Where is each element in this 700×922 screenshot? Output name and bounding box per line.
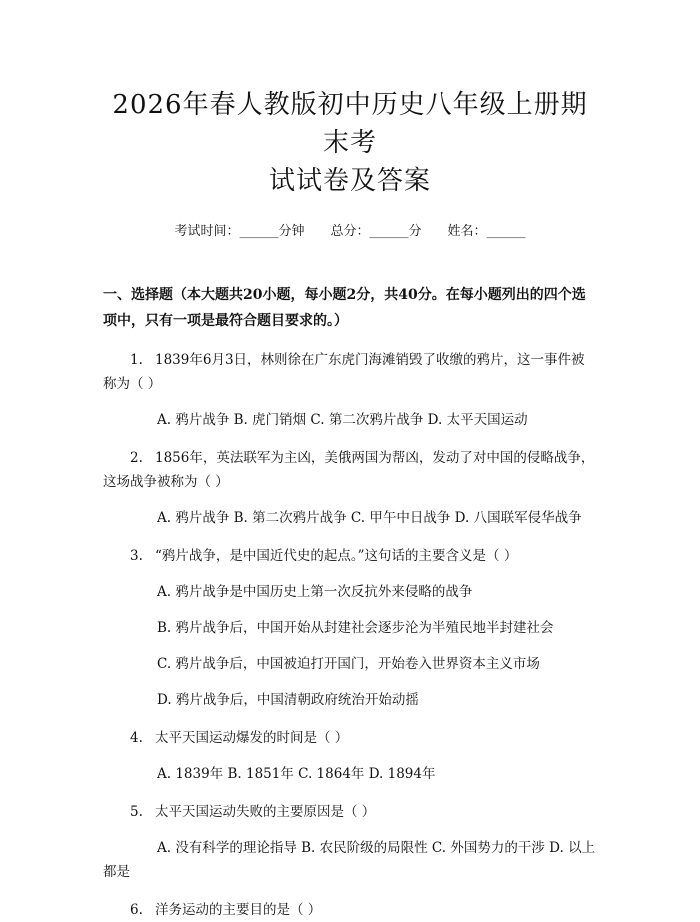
question-1-options: A. 鸦片战争 B. 虎门销烟 C. 第二次鸦片战争 D. 太平天国运动 xyxy=(157,412,528,428)
question-3-option-a: A. 鸦片战争是中国历史上第一次反抗外来侵略的战争 xyxy=(157,584,473,600)
question-4: 4. 太平天国运动爆发的时间是（ ） xyxy=(130,730,349,746)
question-3: 3. “鸦片战争，是中国近代史的起点。”这句话的主要含义是（ ） xyxy=(130,548,518,564)
total-score: 总分：______分 xyxy=(330,224,422,239)
student-name: 姓名：______ xyxy=(447,224,526,239)
question-1: 1. 1839年6月3日，林则徐在广东虎门海滩销毁了收缴的鸦片，这一事件被称为（ ） xyxy=(103,352,585,392)
question-5-options: A. 没有科学的理论指导 B. 农民阶级的局限性 C. 外国势力的干涉 D. 以上都是 xyxy=(103,840,596,880)
question-3-option-d: D. 鸦片战争后，中国清朝政府统治开始动摇 xyxy=(157,692,419,708)
page-title xyxy=(103,0,597,200)
exam-meta xyxy=(103,222,597,242)
section-heading: 一、选择题（本大题共20小题，每小题2分，共40分。在每小题列出的四个选项中，只有一项是最符合题目要求的。） xyxy=(103,287,586,329)
question-2: 2. 1856年，英法联军为主凶，美俄两国为帮凶，发动了对中国的侵略战争，这场战争被称为（ ） xyxy=(103,450,595,490)
question-3-option-c: C. 鸦片战争后，中国被迫打开国门，开始卷入世界资本主义市场 xyxy=(157,656,540,672)
question-3-option-b: B. 鸦片战争后，中国开始从封建社会逐步沦为半殖民地半封建社会 xyxy=(157,620,554,636)
title-line-2: 试试卷及答案 xyxy=(268,166,431,196)
title-line-1: 2026年春人教版初中历史八年级上册期末考 xyxy=(112,90,588,158)
exam-time: 考试时间：______分钟 xyxy=(174,224,305,239)
question-6: 6. 洋务运动的主要目的是（ ） xyxy=(130,902,322,918)
question-2-options: A. 鸦片战争 B. 第二次鸦片战争 C. 甲午中日战争 D. 八国联军侵华战争 xyxy=(157,510,582,526)
question-4-options: A. 1839年 B. 1851年 C. 1864年 D. 1894年 xyxy=(157,766,436,782)
question-5: 5. 太平天国运动失败的主要原因是（ ） xyxy=(130,804,376,820)
